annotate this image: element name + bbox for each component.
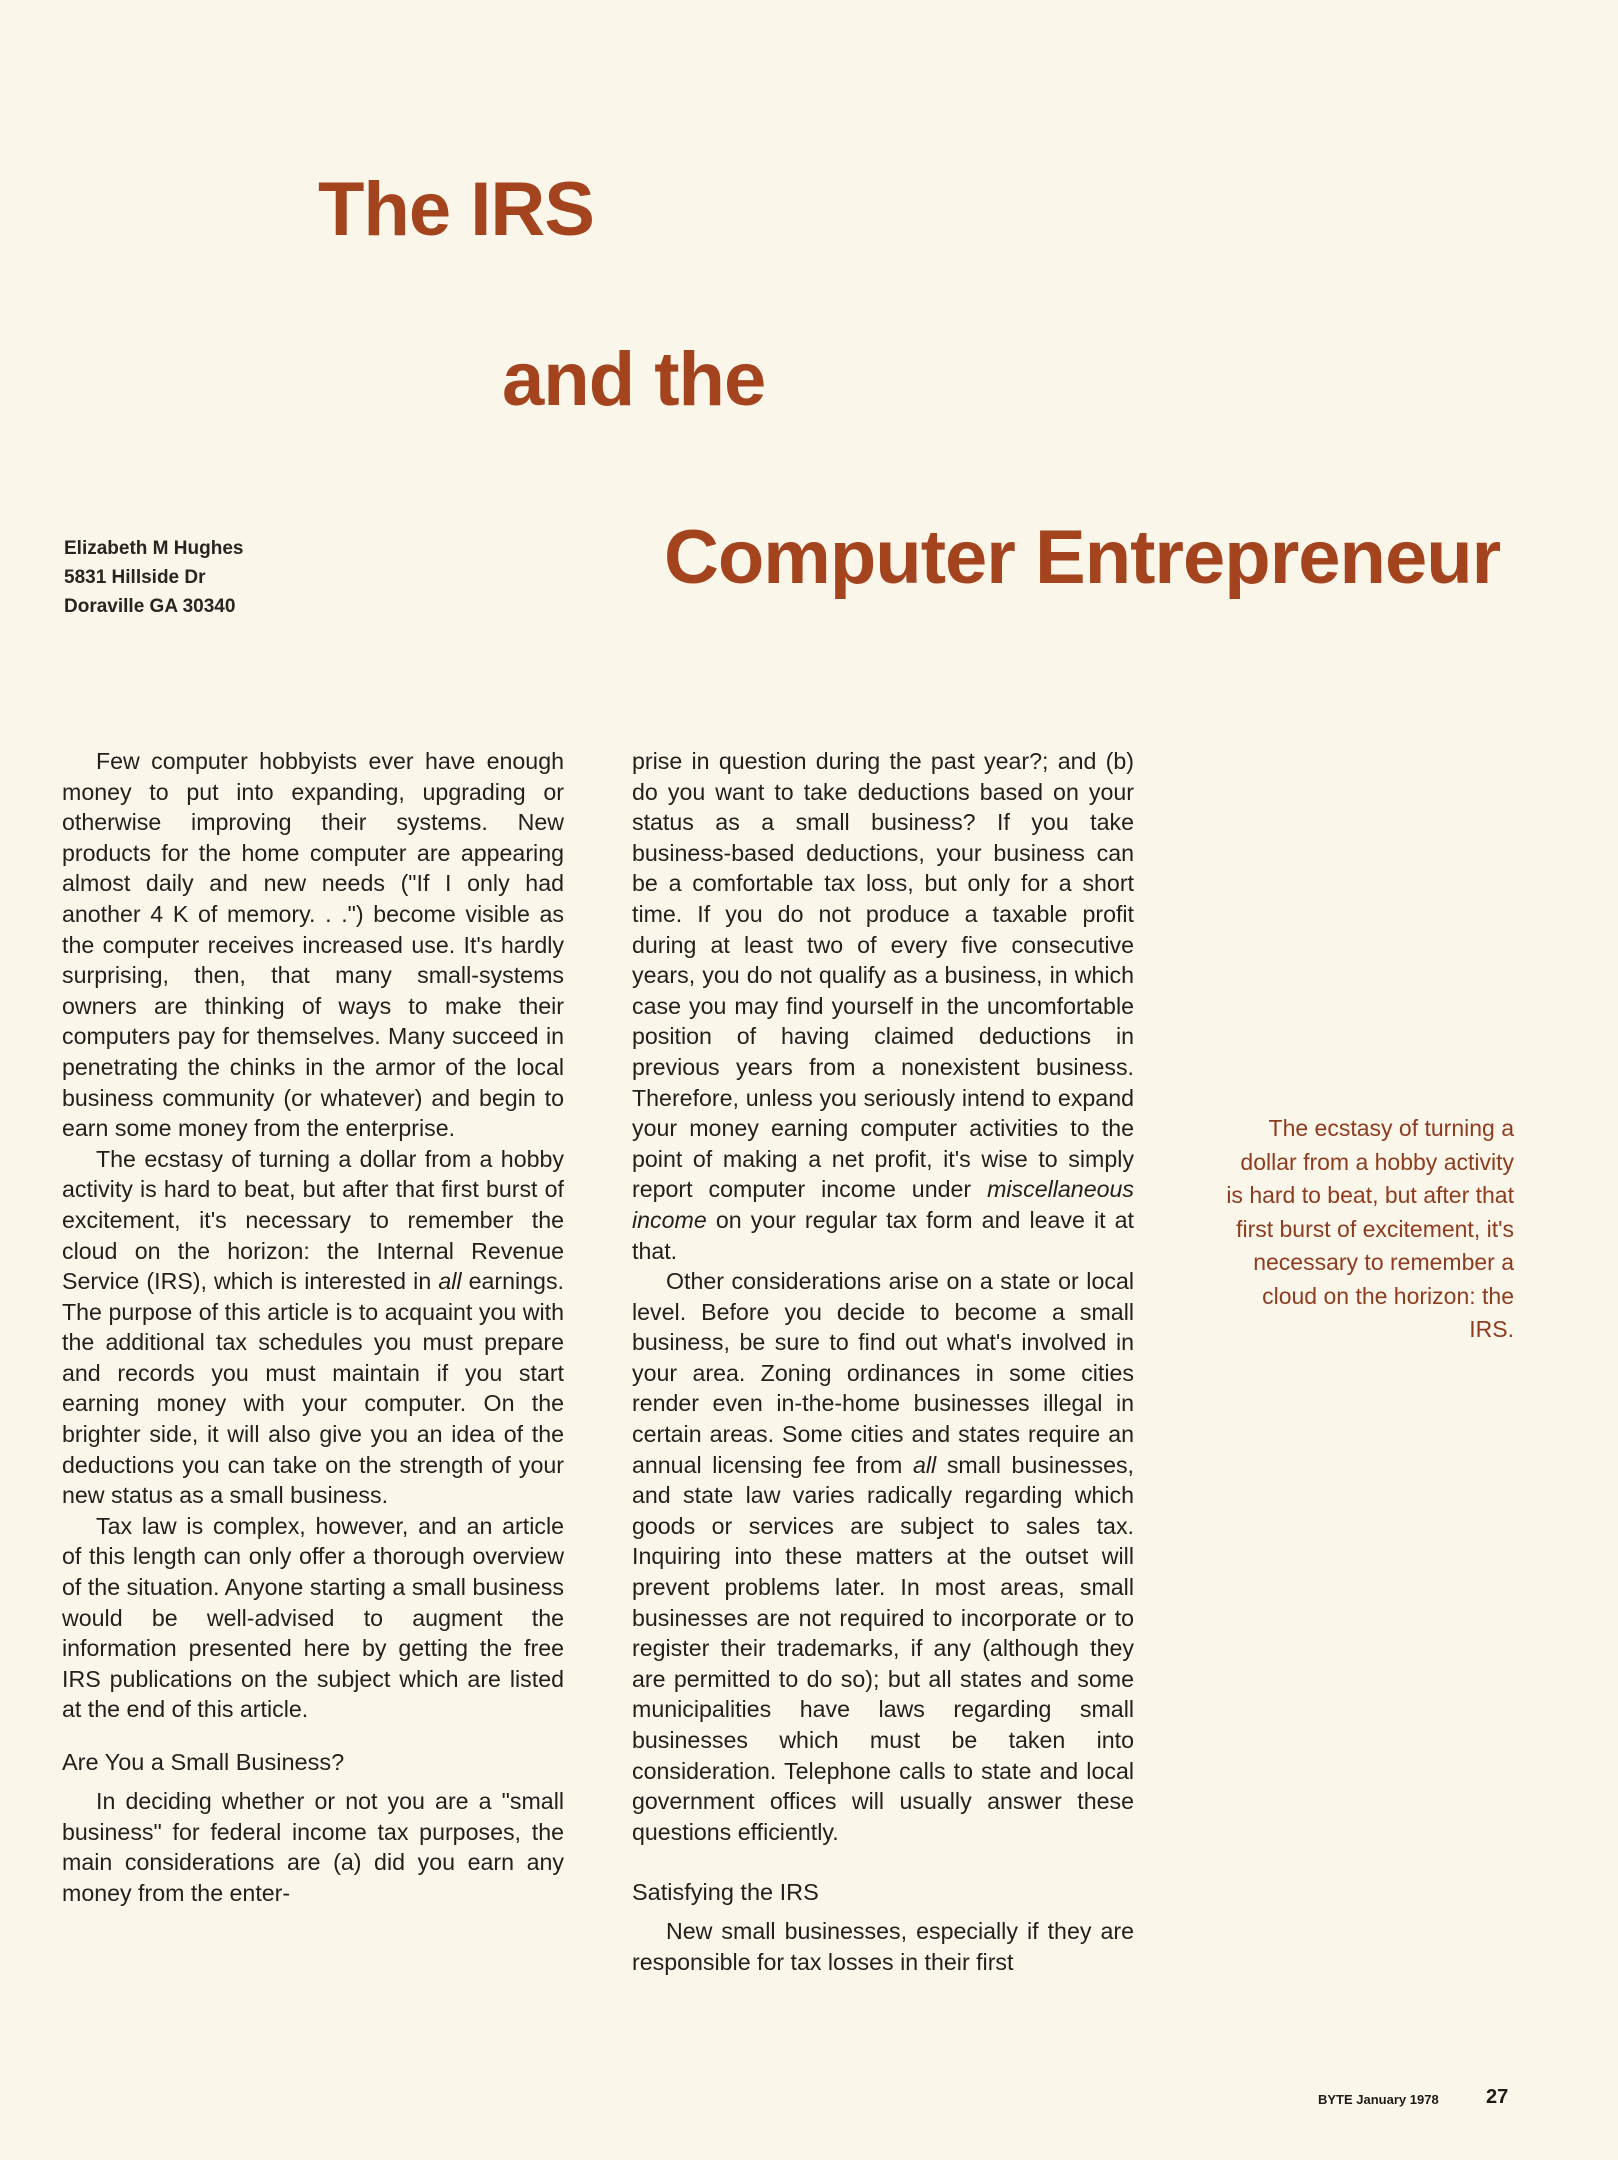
author-street: 5831 Hillside Dr	[64, 567, 206, 588]
title-line-2: and the	[502, 337, 766, 422]
section-heading-small-business: Are You a Small Business?	[62, 1749, 345, 1775]
title-line-1: The IRS	[318, 167, 594, 252]
author-name: Elizabeth M Hughes	[64, 538, 244, 559]
paragraph-1: Few computer hobbyists ever have enough money to put into expanding, upgrading or otherwise improving their systems. New products for the home computer are appearing almost daily and new needs ("If I only had another 4 K of memory. . .") become visible as the computer receives increased use. It's hardly surprising, then, that many small-systems owners are thinking of ways to make their computers pay for themselves. Many succeed in penetrating the chinks in the armor of the local business community (or whatever) and begin to earn some money from the enterprise.	[62, 748, 564, 1142]
paragraph-3: Tax law is complex, however, and an article of this length can only offer a thorough overview of the situation. Anyone starting a small business would be well-advised to augment the information presented here by getting the free IRS publications on the subject which are listed at the end of this article.	[62, 1512, 564, 1723]
author-city: Doraville GA 30340	[64, 596, 236, 617]
paragraph-4-emphasis: miscellaneous income	[632, 1176, 1134, 1233]
paragraph-4-text-b: on your regular tax form and leave it at that.	[632, 1206, 1134, 1264]
pull-quote: The ecstasy of turning a dollar from a hobby activity is hard to beat, but after that first burst of excitement, it's necessary to remember a cloud on the horizon: the IRS.	[1226, 1115, 1514, 1342]
paragraph-4: In deciding whether or not you are a "small business" for federal income tax purposes, the main considerations are (a) did you earn any money from the enter-	[62, 1788, 564, 1906]
page-number: 27	[1486, 2086, 1509, 2108]
paragraph-6: New small businesses, especially if they are responsible for tax losses in their first	[632, 1918, 1134, 1975]
title-line-3: Computer Entrepreneur	[664, 515, 1501, 600]
paragraph-2-text-a: The ecstasy of turning a dollar from a hobby activity is hard to beat, but after that first burst of excitement, it's necessary to remember the cloud on the horizon: the Internal Revenue Service (IRS), which is interested in	[62, 1145, 564, 1295]
paragraph-5-emphasis: all	[912, 1451, 937, 1478]
footer-magazine-date: BYTE January 1978	[1318, 2092, 1439, 2107]
article-column-1	[62, 746, 564, 1908]
article-column-2	[632, 746, 1134, 1978]
paragraph-2-text-b: earnings. The purpose of this article is to acquaint you with the additional tax schedules you must prepare and records you must maintain if you start earning money with your computer. On the brighter side, it will also give you an idea of the deductions you can take on the strength of your new status as a small business.	[62, 1268, 564, 1509]
paragraph-2	[62, 1144, 564, 1511]
paragraph-4-continued: prise in question during the past year?; and (b) do you want to take deductions based on your status as a small business? If you take business-based deductions, your business can be a comfortable tax loss, but only for a short time. If you do not produce a taxable profit during at least two of every five consecutive years, you do not qualify as a business, in which case you may find yourself in the uncomfortable position of having claimed deductions in previous years from a nonexistent business. Therefore, unless you seriously intend to expand your money earning computer activities to the point of making a net profit, it's wise to simply report computer income under miscellaneous income on your regular tax form and leave it at that.	[632, 748, 1134, 1264]
section-heading-satisfying-irs: Satisfying the IRS	[632, 1879, 819, 1906]
author-byline	[64, 534, 243, 621]
paragraph-5-text-a: Other considerations arise on a state or local level. Before you decide to become a small business, be sure to find out what's involved in your area. Zoning ordinances in some cities render even in-the-home businesses illegal in certain areas. Some cities and states require an annual licensing fee from	[632, 1268, 1134, 1478]
paragraph-5	[632, 1266, 1134, 1847]
paragraph-5-text-b: small businesses, and state law varies radically regarding which goods or services are subject to sales tax. Inquiring into these matters at the outset will prevent problems later. In most areas, small businesses are not required to incorporate or to register their trademarks, if any (although they are permitted to do so); but all states and some municipalities have laws regarding small businesses which must be taken into consideration. Telephone calls to state and local government offices will usually answer these questions efficiently.	[632, 1451, 1134, 1845]
paragraph-2-emphasis: all	[438, 1268, 462, 1295]
